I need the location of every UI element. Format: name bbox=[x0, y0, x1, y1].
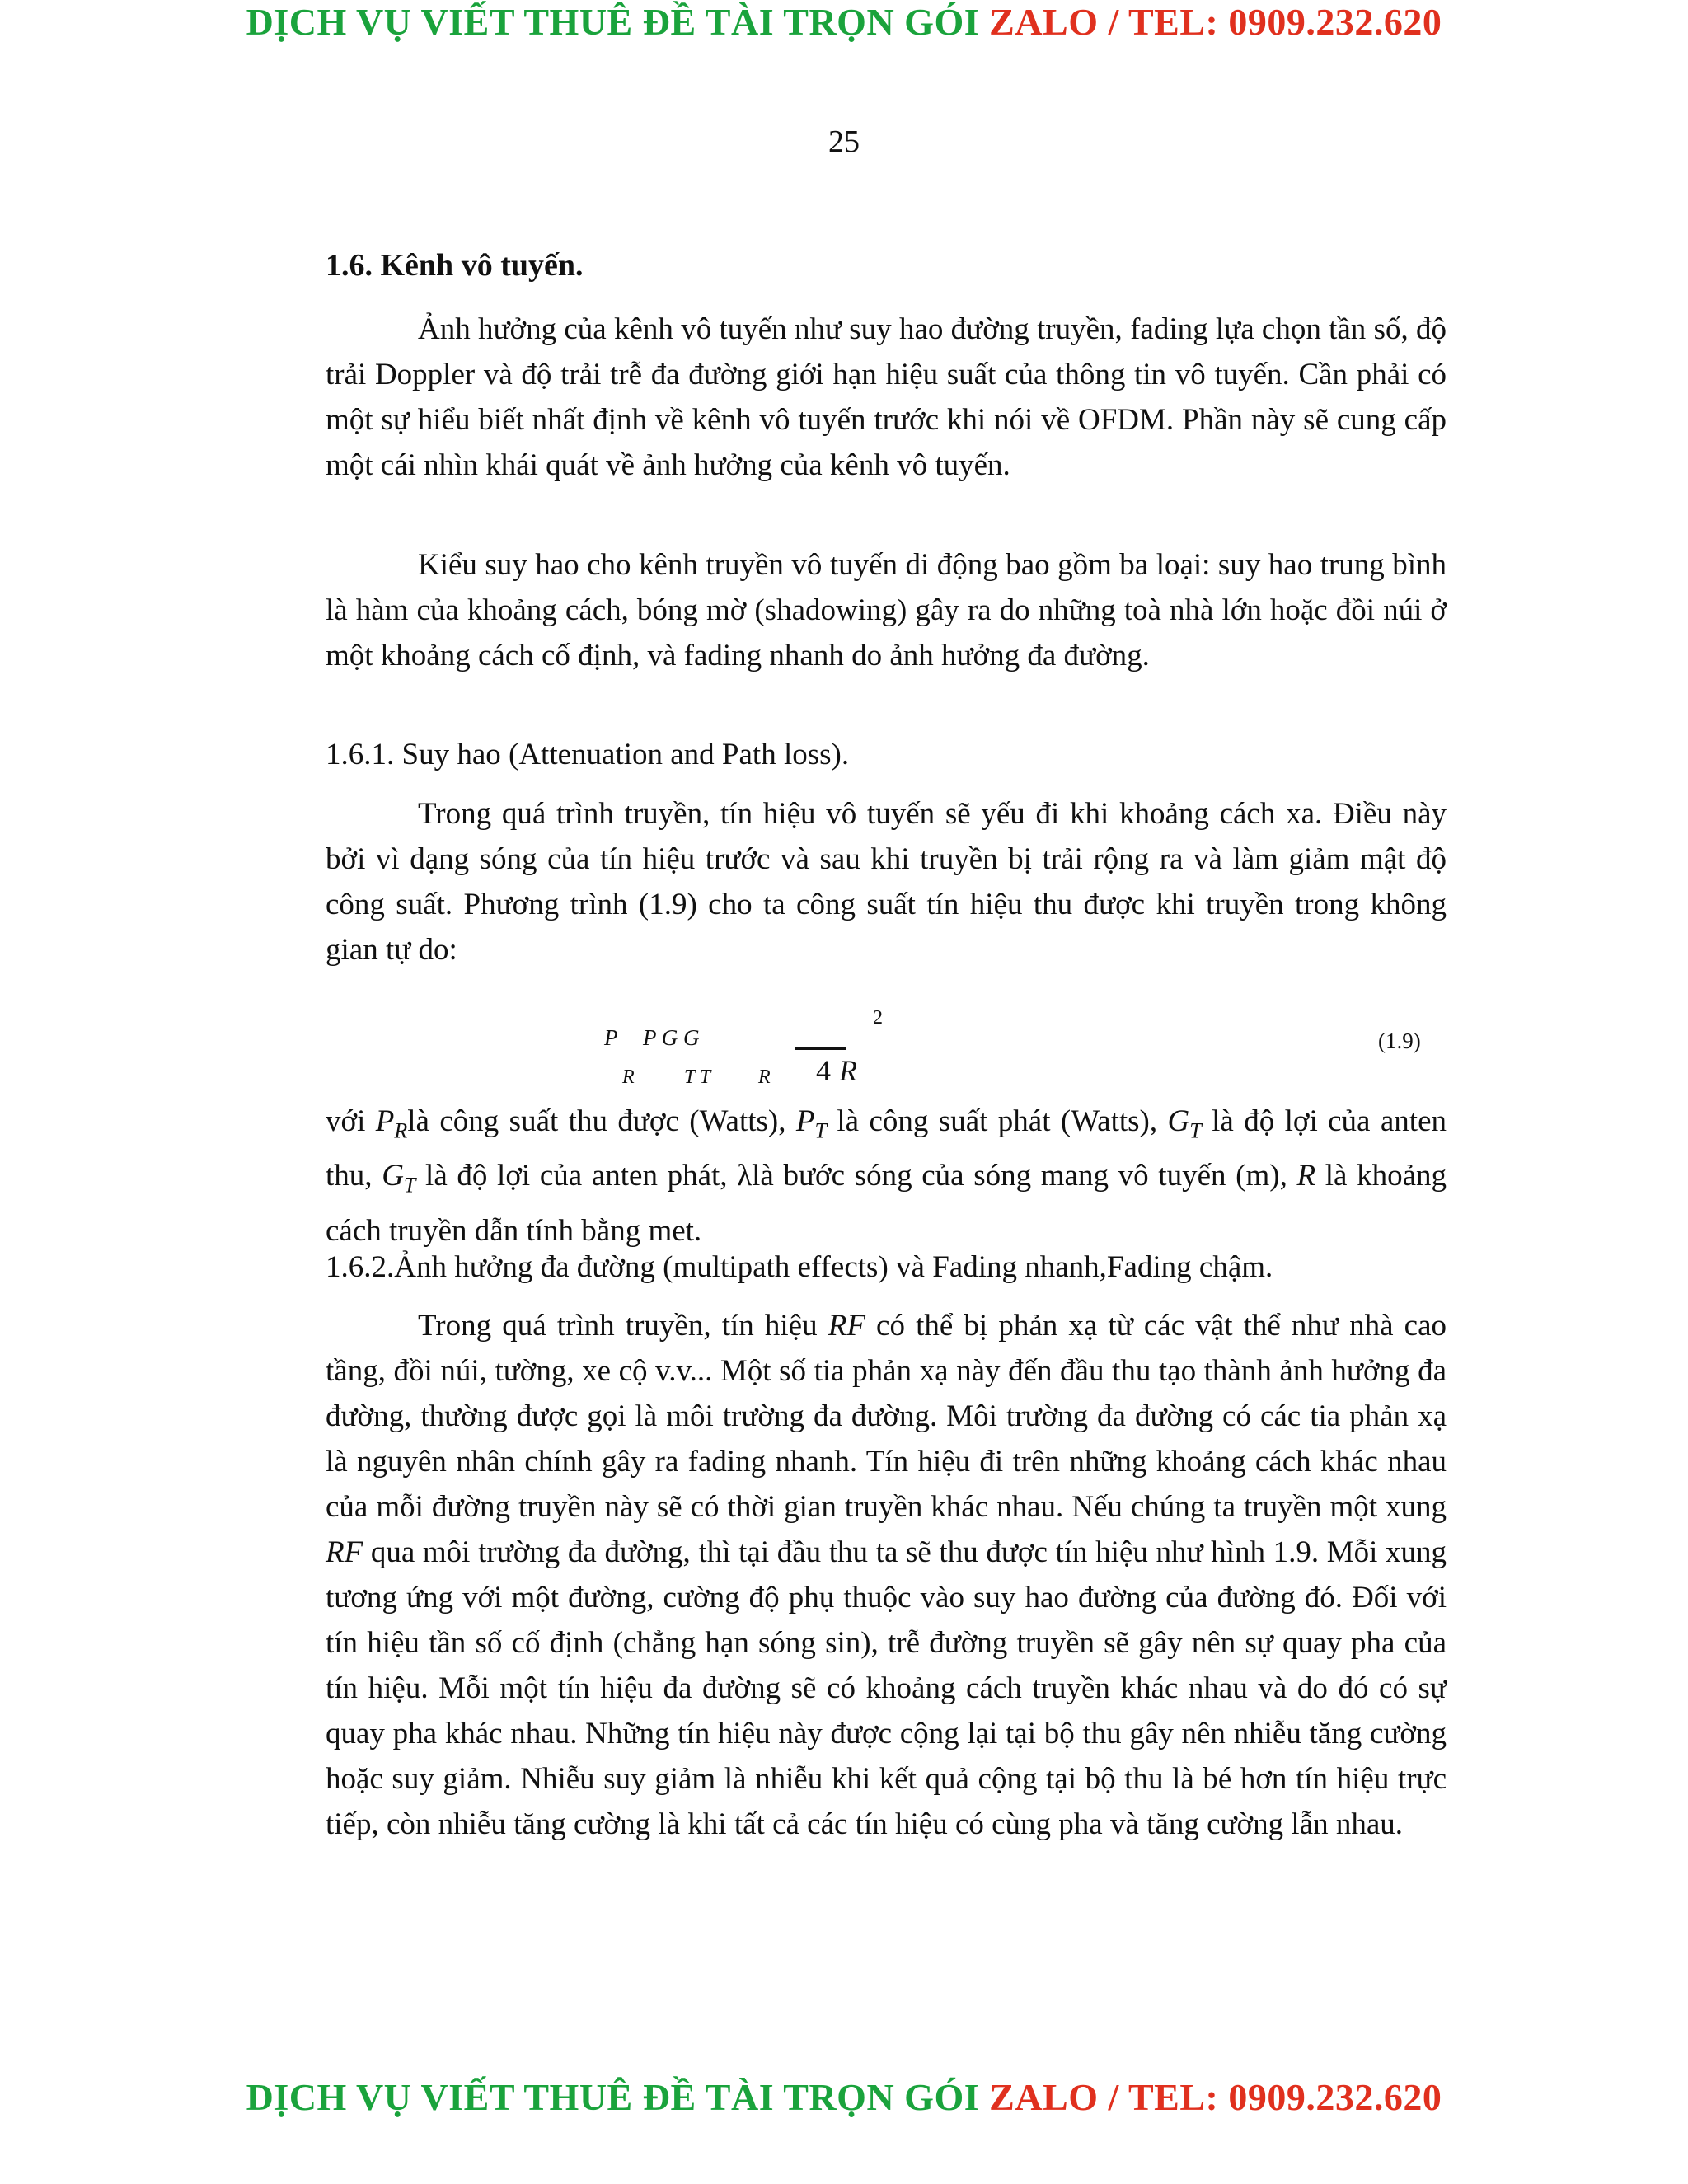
text-run: là độ lợi của anten thu, bbox=[326, 1104, 1447, 1193]
text-run: có thể bị phản xạ từ các vật thể như nhà cao tầng, đồi núi, tường, xe cộ v.v... Một số tia phản xạ này đến đầu thu tạo thành ảnh hưởng đa đường, thường được gọi là môi trường đa đường. Môi trường đa đường có các tia phản xạ là nguyên nhân chính gây ra fading nhanh. Tín hiệu đi trên những khoảng cách khác nhau của mỗi đường truyền này sẽ có thời gian truyền khác nhau. Nếu chúng ta truyền một xung bbox=[326, 1309, 1447, 1524]
paragraph-path-loss: Trong quá trình truyền, tín hiệu vô tuyến sẽ yếu đi khi khoảng cách xa. Điều này bởi vì dạng sóng của tín hiệu trước và sau khi truyền bị trải rộng ra và làm giảm mật độ công suất. Phương trình (1.9) cho ta công suất tín hiệu thu được khi truyền trong không gian tự do: bbox=[326, 797, 1447, 967]
symbol-rf: RF bbox=[326, 1535, 363, 1569]
symbol-sub: T bbox=[814, 1118, 827, 1143]
symbol-rf: RF bbox=[828, 1309, 865, 1343]
text-run: là công suất thu được (Watts), bbox=[407, 1104, 796, 1138]
subsection-heading-path-loss: 1.6.1. Suy hao (Attenuation and Path loss). bbox=[326, 738, 850, 771]
symbol-r: R bbox=[1296, 1159, 1316, 1193]
banner-service-text: DỊCH VỤ VIẾT THUÊ ĐỀ TÀI TRỌN GÓI bbox=[246, 1, 980, 43]
symbol-p: P bbox=[375, 1104, 395, 1138]
symbol-sub: T bbox=[403, 1173, 416, 1197]
symbol-sub: T bbox=[1189, 1118, 1202, 1143]
banner-service-text: DỊCH VỤ VIẾT THUÊ ĐỀ TÀI TRỌN GÓI bbox=[246, 2076, 980, 2118]
fraction-bar bbox=[795, 1047, 846, 1050]
text-run: với bbox=[326, 1104, 376, 1138]
eq-sub-r: R bbox=[622, 1066, 635, 1088]
section-heading: 1.6. Kênh vô tuyến. bbox=[326, 248, 584, 283]
header-banner bbox=[0, 0, 1688, 44]
text-run: là công suất phát (Watts), bbox=[826, 1104, 1168, 1138]
paragraph-multipath bbox=[326, 1303, 1447, 1847]
paragraph-attenuation-types: Kiểu suy hao cho kênh truyền vô tuyến di động bao gồm ba loại: suy hao trung bình là hàm của khoảng cách, bóng mờ (shadowing) gây ra do những toà nhà lớn hoặc đồi núi ở một khoảng cách cố định, và fading nhanh do ảnh hưởng đa đường. bbox=[326, 548, 1447, 673]
banner-contact-text: ZALO / TEL: 0909.232.620 bbox=[989, 1, 1442, 43]
text-run: là khoảng cách truyền dẫn tính bằng met. bbox=[326, 1159, 1447, 1248]
banner-contact-text: ZALO / TEL: 0909.232.620 bbox=[989, 2076, 1442, 2118]
eq-denominator-4: 4 bbox=[816, 1054, 831, 1087]
eq-pgg: P G G bbox=[643, 1025, 700, 1050]
symbol-g: G bbox=[382, 1159, 404, 1193]
text-run: là độ lợi của anten phát, λlà bước sóng của sóng mang vô tuyến (m), bbox=[415, 1159, 1297, 1193]
eq-exponent: 2 bbox=[873, 1007, 883, 1029]
symbol-sub: R bbox=[394, 1118, 408, 1143]
paragraph-equation-variables bbox=[326, 1099, 1447, 1254]
symbol-g: G bbox=[1167, 1104, 1190, 1138]
eq-sub-tt: T T bbox=[684, 1066, 711, 1088]
eq-p: P bbox=[604, 1025, 618, 1050]
eq-denominator-r: R bbox=[839, 1054, 857, 1087]
text-run: Trong quá trình truyền, tín hiệu bbox=[418, 1309, 828, 1343]
eq-sub-r2: R bbox=[758, 1066, 771, 1088]
subsection-heading-multipath: 1.6.2.Ảnh hưởng đa đường (multipath effects) và Fading nhanh,Fading chậm. bbox=[326, 1250, 1273, 1284]
text-run: qua môi trường đa đường, thì tại đầu thu ta sẽ thu được tín hiệu như hình 1.9. Mỗi xung tương ứng với một đường, cường độ phụ thuộc vào suy hao đường của đường đó. Đối với tín hiệu tần số cố định (chẳng hạn sóng sin), trễ đường truyền sẽ gây nên sự quay pha của tín hiệu. Mỗi một tín hiệu đa đường sẽ có khoảng cách truyền khác nhau và do đó có sự quay pha khác nhau. Những tín hiệu này được cộng lại tại bộ thu gây nên nhiễu tăng cường hoặc suy giảm. Nhiễu suy giảm là nhiễu khi kết quả cộng tại bộ thu là bé hơn tín hiệu trực tiếp, còn nhiễu tăng cường là khi tất cả các tín hiệu có cùng pha và tăng cường lẫn nhau. bbox=[326, 1535, 1447, 1841]
page-number: 25 bbox=[828, 124, 860, 159]
equation-number: (1.9) bbox=[1378, 1029, 1421, 1053]
symbol-p: P bbox=[795, 1104, 815, 1138]
equation-1-9 bbox=[0, 1007, 1688, 1104]
footer-banner bbox=[0, 2075, 1688, 2119]
paragraph-intro: Ảnh hưởng của kênh vô tuyến như suy hao đường truyền, fading lựa chọn tần số, độ trải Doppler và độ trải trễ đa đường giới hạn hiệu suất của thông tin vô tuyến. Cần phải có một sự hiểu biết nhất định về kênh vô tuyến trước khi nói về OFDM. Phần này sẽ cung cấp một cái nhìn khái quát về ảnh hưởng của kênh vô tuyến. bbox=[326, 312, 1447, 482]
